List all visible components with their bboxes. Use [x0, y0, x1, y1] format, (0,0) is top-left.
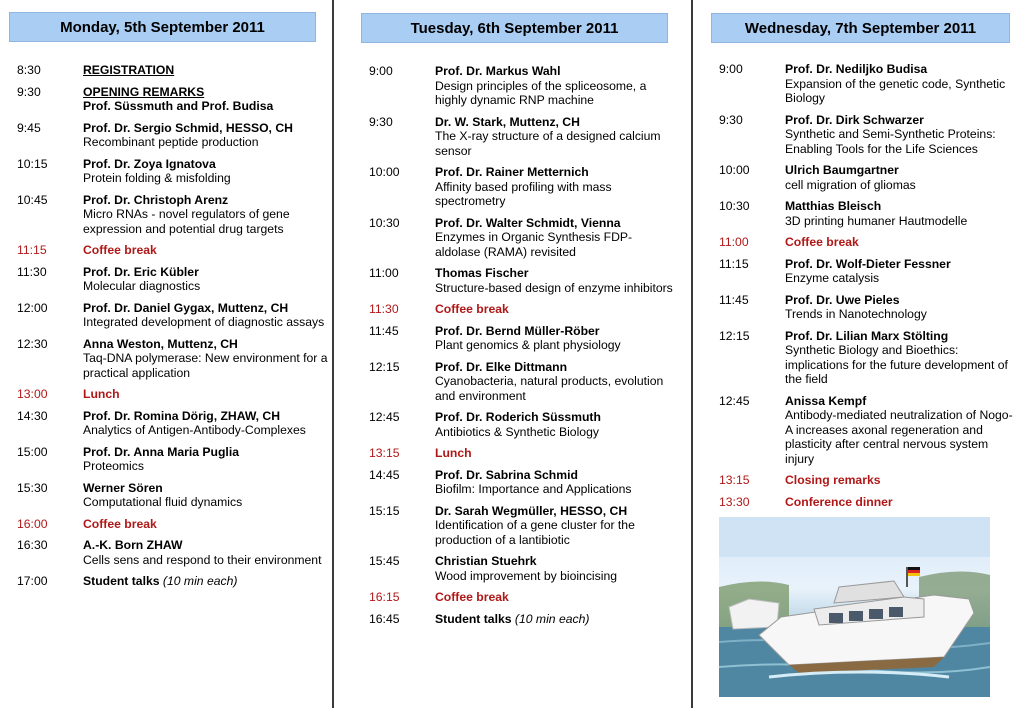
schedule-monday	[17, 63, 329, 596]
session-description: Taq-DNA polymerase: New environment for a practical application	[83, 351, 328, 380]
session-row	[17, 387, 329, 402]
session-time: 12:00	[17, 300, 48, 315]
session-title: Prof. Dr. Dirk Schwarzer	[785, 112, 924, 127]
session-body	[435, 324, 674, 353]
session-description: Computational fluid dynamics	[83, 495, 243, 509]
session-row	[17, 481, 329, 510]
session-title: Prof. Dr. Sergio Schmid, HESSO, CH	[83, 120, 293, 135]
session-time: 13:30	[719, 494, 750, 509]
session-title: Student talks	[435, 611, 512, 626]
session-row	[369, 468, 674, 497]
session-row	[369, 554, 674, 583]
column-divider	[332, 0, 334, 708]
session-body	[83, 481, 329, 510]
session-title: Prof. Dr. Bernd Müller-Röber	[435, 323, 600, 338]
session-description: Wood improvement by bioincising	[435, 568, 617, 583]
session-description: Cyanobacteria, natural products, evolution and environment	[435, 374, 664, 403]
session-row	[369, 504, 674, 548]
session-row	[17, 517, 329, 532]
session-title: Prof. Dr. Roderich Süssmuth	[435, 410, 601, 424]
session-description: Design principles of the spliceosome, a highly dynamic RNP machine	[435, 78, 647, 107]
session-time: 15:00	[17, 444, 48, 459]
session-title: Ulrich Baumgartner	[785, 163, 899, 177]
session-body	[83, 265, 329, 294]
session-description: Synthetic Biology and Bioethics: implications for the future development of the field	[785, 343, 1008, 386]
yacht-photo	[719, 517, 990, 697]
session-body	[83, 193, 329, 237]
yacht-illustration	[719, 517, 990, 697]
session-description: Prof. Süssmuth and Prof. Budisa	[83, 99, 274, 113]
session-time: 15:30	[17, 480, 48, 495]
session-time: 13:15	[719, 473, 750, 487]
session-row	[17, 445, 329, 474]
session-time: 11:00	[369, 266, 399, 280]
session-title: Prof. Dr. Lilian Marx Stölting	[785, 328, 949, 343]
session-time: 9:30	[369, 114, 393, 129]
session-body	[435, 360, 674, 404]
session-time: 13:00	[17, 387, 48, 401]
session-time: 10:30	[719, 199, 750, 213]
session-body	[83, 409, 329, 438]
session-body	[435, 410, 674, 439]
session-body	[785, 495, 1015, 510]
session-row	[719, 62, 1015, 106]
session-time: 17:00	[17, 574, 48, 588]
session-row	[17, 121, 329, 150]
session-description: Recombinant peptide production	[83, 135, 259, 149]
session-row	[369, 360, 674, 404]
session-body	[435, 446, 674, 461]
session-time: 16:45	[369, 611, 400, 626]
session-title: Prof. Dr. Nediljko Budisa	[785, 62, 928, 76]
session-title: Prof. Dr. Eric Kübler	[83, 264, 199, 279]
session-title: OPENING REMARKS	[83, 84, 205, 99]
session-time: 12:45	[719, 393, 750, 408]
session-time: 10:00	[719, 163, 750, 177]
session-row	[17, 301, 329, 330]
session-row	[369, 216, 674, 260]
session-row	[17, 409, 329, 438]
session-body	[785, 473, 1015, 488]
session-body	[435, 302, 674, 317]
session-title: Prof. Dr. Elke Dittmann	[435, 359, 568, 374]
session-row	[17, 265, 329, 294]
session-row	[719, 394, 1015, 467]
session-title: Werner Sören	[83, 480, 163, 495]
session-body	[83, 445, 329, 474]
session-body	[785, 199, 1015, 228]
session-time: 13:15	[369, 446, 400, 460]
session-body	[435, 216, 674, 260]
break-label: Lunch	[83, 387, 120, 401]
session-body	[83, 574, 329, 589]
session-title: REGISTRATION	[83, 63, 175, 77]
session-body	[83, 157, 329, 186]
session-time: 12:30	[17, 336, 48, 351]
session-row	[17, 85, 329, 114]
session-row	[369, 446, 674, 461]
session-time: 15:45	[369, 554, 400, 568]
session-description: 3D printing humaner Hautmodelle	[785, 213, 968, 228]
session-description: Trends in Nanotechnology	[785, 307, 927, 321]
session-row	[17, 337, 329, 381]
session-body	[435, 612, 674, 627]
session-row	[719, 495, 1015, 510]
session-row	[719, 329, 1015, 387]
session-row	[369, 410, 674, 439]
break-label: Coffee break	[83, 516, 157, 531]
session-description: Identification of a gene cluster for the production of a lantibiotic	[435, 518, 635, 547]
session-time: 16:30	[17, 538, 48, 552]
session-body	[83, 538, 329, 567]
session-time: 16:15	[369, 590, 400, 604]
session-row	[719, 293, 1015, 322]
session-body	[83, 387, 329, 402]
session-title: Prof. Dr. Daniel Gygax, Muttenz, CH	[83, 300, 289, 315]
session-time: 11:15	[17, 243, 47, 257]
session-row	[369, 324, 674, 353]
break-label: Closing remarks	[785, 473, 881, 487]
session-title: A.-K. Born ZHAW	[83, 538, 183, 552]
session-title: Prof. Dr. Anna Maria Puglia	[83, 444, 239, 459]
session-body	[435, 64, 674, 108]
session-time: 8:30	[17, 63, 41, 77]
session-time: 10:30	[369, 215, 400, 230]
session-time: 12:15	[369, 359, 400, 374]
session-row	[17, 574, 329, 589]
session-row	[17, 538, 329, 567]
session-title: Prof. Dr. Uwe Pieles	[785, 292, 900, 307]
break-label: Conference dinner	[785, 494, 893, 509]
session-row	[369, 266, 674, 295]
session-time: 14:45	[369, 467, 400, 482]
session-time: 9:30	[719, 112, 743, 127]
session-row	[719, 257, 1015, 286]
session-title: Prof. Dr. Christoph Arenz	[83, 192, 229, 207]
session-description: Structure-based design of enzyme inhibitors	[435, 280, 673, 295]
session-description: Synthetic and Semi-Synthetic Proteins: Enabling Tools for the Life Sciences	[785, 127, 996, 156]
session-time: 11:45	[719, 292, 749, 307]
session-description: Micro RNAs - novel regulators of gene expression and potential drug targets	[83, 207, 290, 236]
session-title: Dr. W. Stark, Muttenz, CH	[435, 114, 580, 129]
session-description: cell migration of gliomas	[785, 177, 916, 192]
session-body	[83, 337, 329, 381]
session-body	[785, 235, 1015, 250]
session-row	[719, 235, 1015, 250]
session-description: Antibody-mediated neutralization of Nogo-A increases axonal regeneration and plasticity after central nervous system injury	[785, 408, 1013, 466]
session-time: 11:15	[719, 256, 749, 271]
break-label: Lunch	[435, 446, 472, 460]
session-row	[719, 199, 1015, 228]
session-body	[785, 293, 1015, 322]
session-time: 15:15	[369, 503, 400, 518]
session-time: 9:00	[369, 64, 393, 78]
session-time: 9:30	[17, 84, 41, 99]
session-row	[17, 157, 329, 186]
session-row	[369, 64, 674, 108]
break-label: Coffee break	[435, 590, 509, 604]
session-description: Enzyme catalysis	[785, 271, 880, 285]
session-row	[719, 113, 1015, 157]
session-row	[369, 165, 674, 209]
session-body	[785, 329, 1015, 387]
session-description: Cells sens and respond to their environment	[83, 552, 322, 567]
session-time: 9:45	[17, 120, 41, 135]
session-description: Molecular diagnostics	[83, 279, 201, 293]
session-title: Student talks	[83, 574, 160, 588]
session-body	[83, 121, 329, 150]
session-description: Antibiotics & Synthetic Biology	[435, 424, 599, 439]
schedule-tuesday	[369, 64, 674, 633]
session-title: Prof. Dr. Romina Dörig, ZHAW, CH	[83, 408, 281, 423]
session-description: Affinity based profiling with mass spectrometry	[435, 179, 612, 208]
session-time: 11:45	[369, 323, 399, 338]
session-body	[83, 85, 329, 114]
session-title: Prof. Dr. Sabrina Schmid	[435, 467, 578, 482]
session-body	[435, 554, 674, 583]
session-body	[435, 468, 674, 497]
session-title: Prof. Dr. Rainer Metternich	[435, 165, 589, 179]
session-description: Plant genomics & plant physiology	[435, 338, 621, 352]
session-row	[719, 473, 1015, 488]
session-note: (10 min each)	[514, 611, 590, 626]
session-title: Dr. Sarah Wegmüller, HESSO, CH	[435, 503, 628, 518]
session-time: 14:30	[17, 408, 48, 423]
break-label: Coffee break	[785, 235, 859, 249]
session-row	[17, 243, 329, 258]
session-time: 10:00	[369, 165, 400, 179]
session-description: Protein folding & misfolding	[83, 171, 231, 185]
session-title: Prof. Dr. Wolf-Dieter Fessner	[785, 256, 951, 271]
session-body	[435, 590, 674, 605]
session-time: 11:00	[719, 235, 749, 249]
session-body	[785, 62, 1015, 106]
session-title: Prof. Dr. Walter Schmidt, Vienna	[435, 215, 621, 230]
session-body	[83, 301, 329, 330]
schedule-wednesday	[719, 62, 1015, 516]
session-row	[369, 612, 674, 627]
session-time: 10:45	[17, 192, 48, 207]
session-title: Prof. Dr. Markus Wahl	[435, 64, 561, 78]
day-header-wednesday: Wednesday, 7th September 2011	[711, 13, 1010, 43]
session-description: Enzymes in Organic Synthesis FDP-aldolase (RAMA) revisited	[435, 230, 633, 259]
session-body	[435, 504, 674, 548]
session-note: (10 min each)	[162, 574, 238, 588]
day-header-monday: Monday, 5th September 2011	[9, 12, 316, 42]
session-row	[719, 163, 1015, 192]
session-title: Christian Stuehrk	[435, 554, 537, 568]
session-body	[83, 243, 329, 258]
session-row	[17, 63, 329, 78]
session-body	[435, 266, 674, 295]
session-title: Prof. Dr. Zoya Ignatova	[83, 156, 216, 171]
session-description: Biofilm: Importance and Applications	[435, 482, 632, 496]
session-title: Anissa Kempf	[785, 393, 867, 408]
break-label: Coffee break	[435, 302, 509, 316]
session-row	[369, 590, 674, 605]
day-header-tuesday: Tuesday, 6th September 2011	[361, 13, 668, 43]
column-divider	[691, 0, 693, 708]
session-time: 12:45	[369, 410, 400, 424]
session-description: Proteomics	[83, 459, 144, 473]
session-time: 11:30	[369, 302, 399, 316]
session-row	[369, 115, 674, 159]
session-time: 16:00	[17, 516, 48, 531]
session-time: 11:30	[17, 264, 47, 279]
session-body	[785, 257, 1015, 286]
session-title: Matthias Bleisch	[785, 199, 882, 213]
session-description: Expansion of the genetic code, Synthetic Biology	[785, 76, 1006, 105]
session-body	[785, 163, 1015, 192]
session-body	[435, 165, 674, 209]
session-title: Thomas Fischer	[435, 266, 529, 280]
session-description: Integrated development of diagnostic assays	[83, 315, 325, 329]
session-row	[369, 302, 674, 317]
session-time: 9:00	[719, 62, 743, 76]
session-body	[785, 113, 1015, 157]
session-description: The X-ray structure of a designed calcium sensor	[435, 129, 661, 158]
session-body	[435, 115, 674, 159]
session-description: Analytics of Antigen-Antibody-Complexes	[83, 423, 306, 437]
session-time: 12:15	[719, 328, 750, 343]
session-body	[785, 394, 1015, 467]
session-time: 10:15	[17, 156, 48, 171]
session-title: Anna Weston, Muttenz, CH	[83, 336, 238, 351]
session-body	[83, 517, 329, 532]
session-row	[17, 193, 329, 237]
session-body	[83, 63, 329, 78]
break-label: Coffee break	[83, 243, 157, 257]
